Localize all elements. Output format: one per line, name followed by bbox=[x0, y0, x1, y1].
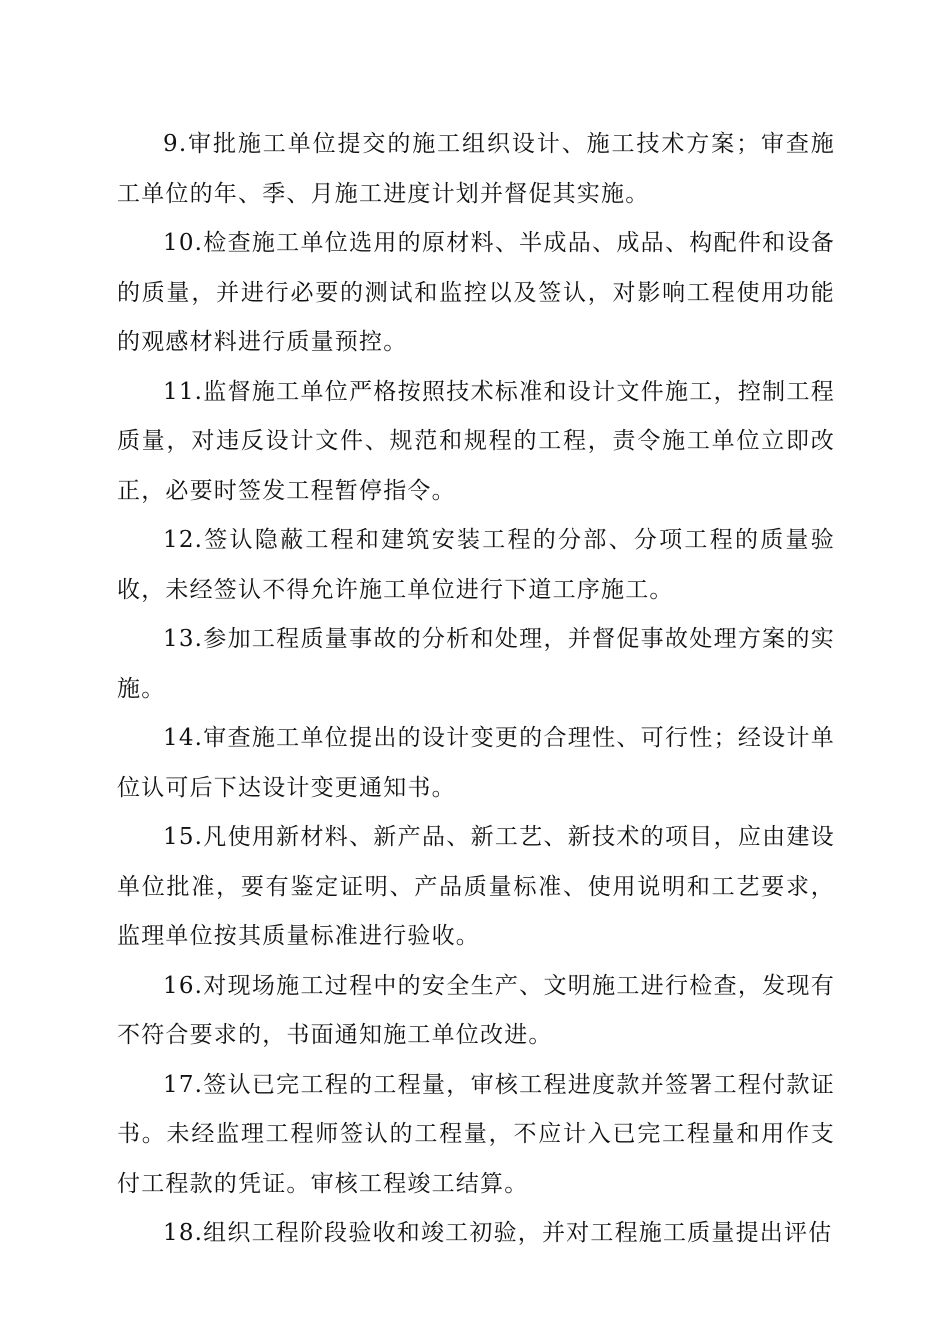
paragraph-item-9: 9.审批施工单位提交的施工组织设计、施工技术方案；审查施工单位的年、季、月施工进度计划并督促其实施。 bbox=[117, 131, 835, 207]
paragraph-item-10: 10.检查施工单位选用的原材料、半成品、成品、构配件和设备的质量，并进行必要的测试和监控以及签认，对影响工程使用功能的观感材料进行质量预控。 bbox=[117, 230, 835, 355]
paragraph-item-16: 16.对现场施工过程中的安全生产、文明施工进行检查，发现有不符合要求的，书面通知施工单位改进。 bbox=[117, 972, 835, 1048]
paragraph-item-15: 15.凡使用新材料、新产品、新工艺、新技术的项目，应由建设单位批准，要有鉴定证明、产品质量标准、使用说明和工艺要求，监理单位按其质量标准进行验收。 bbox=[117, 824, 835, 949]
paragraph-item-17: 17.签认已完工程的工程量，审核工程进度款并签署工程付款证书。未经监理工程师签认的工程量，不应计入已完工程量和用作支付工程款的凭证。审核工程竣工结算。 bbox=[117, 1071, 835, 1197]
paragraph-item-12: 12.签认隐蔽工程和建筑安装工程的分部、分项工程的质量验收，未经签认不得允许施工单位进行下道工序施工。 bbox=[117, 527, 835, 603]
document-body bbox=[117, 120, 835, 1259]
paragraph-item-11: 11.监督施工单位严格按照技术标准和设计文件施工，控制工程质量，对违反设计文件、规范和规程的工程，责令施工单位立即改正，必要时签发工程暂停指令。 bbox=[117, 378, 835, 504]
paragraph-item-13: 13.参加工程质量事故的分析和处理，并督促事故处理方案的实施。 bbox=[117, 626, 835, 702]
paragraph-item-14: 14.审查施工单位提出的设计变更的合理性、可行性；经设计单位认可后下达设计变更通知书。 bbox=[117, 725, 835, 801]
paragraph-item-18: 18.组织工程阶段验收和竣工初验，并对工程施工质量提出评估 bbox=[163, 1220, 833, 1246]
